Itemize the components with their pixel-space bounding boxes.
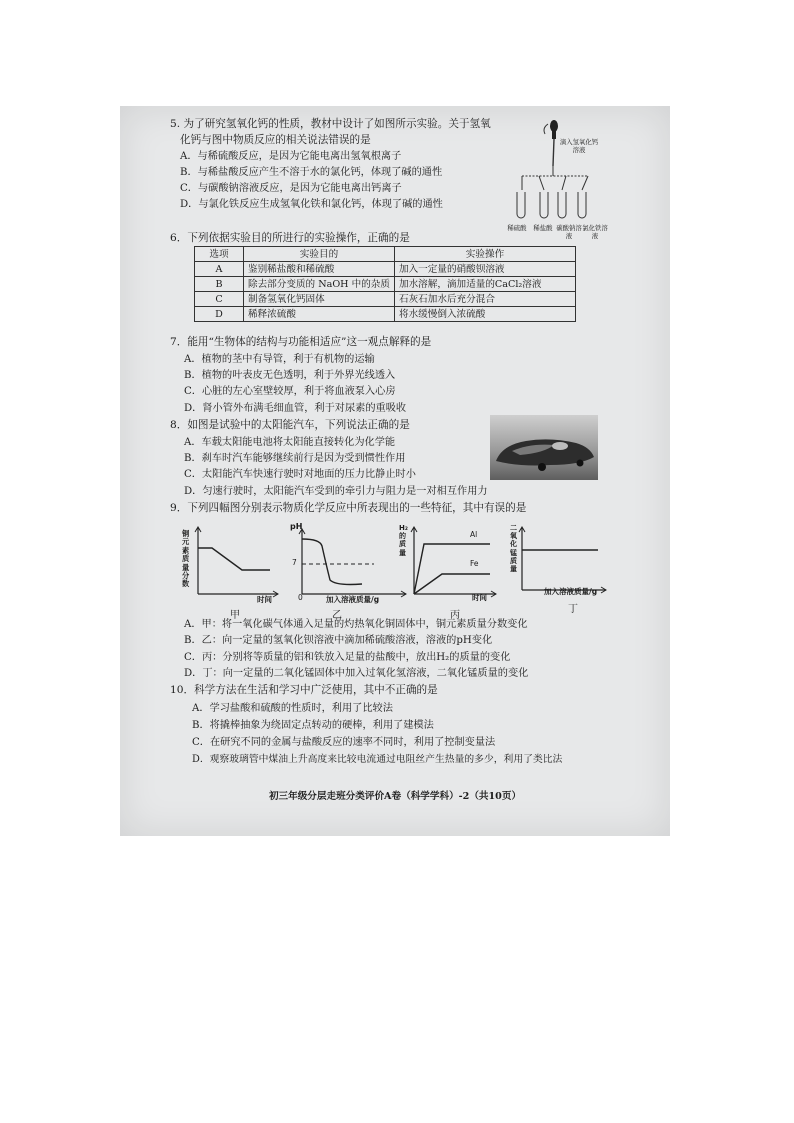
graph-bing-ylabel: H₂的质量 (399, 524, 408, 557)
q9-option-b: B．乙：向一定量的氢氧化钡溶液中滴加稀硫酸溶液，溶液的pH变化 (184, 635, 493, 646)
q9-option-a: A．甲：将一氧化碳气体通入足量的灼热氧化铜固体中，铜元素质量分数变化 (184, 619, 528, 630)
q10-option-d: D．观察玻璃管中煤油上升高度来比较电流通过电阻丝产生热量的多少，利用了类比法 (192, 754, 563, 765)
q5-option-d: D．与氯化铁反应生成氢氧化铁和氯化钙，体现了碱的通性 (180, 199, 443, 210)
graph-bing-al: Al (470, 530, 478, 539)
q10-option-b: B．将撬棒抽象为绕固定点转动的硬棒，利用了建模法 (192, 720, 434, 731)
q7-option-b: B．植物的叶表皮无色透明，利于外界光线透入 (184, 370, 396, 381)
q7-option-a: A．植物的茎中有导管，利于有机物的运输 (184, 354, 375, 365)
table-header-row (195, 247, 576, 262)
table-cell: 制备氢氧化钙固体 (244, 292, 395, 307)
graph-yi-ylabel: pH (290, 522, 303, 531)
table-header: 实验操作 (394, 247, 575, 262)
graph-ding-ylabel: 二氧化锰质量 (510, 524, 517, 574)
q7-stem: 7．能用“生物体的结构与功能相适应”这一观点解释的是 (170, 336, 432, 348)
table-row (195, 292, 576, 307)
graph-yi (290, 524, 410, 602)
q9-option-c: C．丙：分别将等质量的铝和铁放入足量的盐酸中，放出H₂的质量的变化 (184, 652, 511, 663)
graph-jia-name: 甲 (230, 610, 240, 621)
q5-stem: 5. 为了研究氢氧化钙的性质，教材中设计了如图所示实验。关于氢氧 (170, 118, 491, 130)
q7-option-c: C．心脏的左心室壁较厚，利于将血液泵入心房 (184, 386, 396, 397)
table-cell: 加入一定量的硝酸钡溶液 (394, 262, 575, 277)
table-row (195, 307, 576, 322)
q5-stem-cont: 化钙与图中物质反应的相关说法错误的是 (180, 134, 371, 146)
q8-option-a: A．车载太阳能电池将太阳能直接转化为化学能 (184, 437, 396, 448)
q10-stem: 10．科学方法在生活和学习中广泛使用，其中不正确的是 (170, 684, 438, 696)
q5-option-a: A．与稀硫酸反应，是因为它能电离出氢氧根离子 (180, 151, 402, 162)
table-cell: A (195, 262, 244, 277)
graph-jia-xlabel: 时间 (257, 595, 272, 604)
q10-option-c: C．在研究不同的金属与盐酸反应的速率不同时，利用了控制变量法 (192, 737, 496, 748)
graph-yi-origin: 0 (298, 593, 303, 602)
graph-bing-fe: Fe (470, 559, 479, 568)
graph-bing-name: 丙 (450, 610, 460, 621)
tube-label-3: 碳酸钠溶液 (556, 224, 582, 240)
q10-option-a: A．学习盐酸和硫酸的性质时，利用了比较法 (192, 703, 393, 714)
q8-option-b: B．刹车时汽车能够继续前行是因为受到惯性作用 (184, 453, 406, 464)
graph-bing (400, 524, 500, 602)
q6-stem: 6．下列依据实验目的所进行的实验操作，正确的是 (170, 232, 410, 244)
tube-label-1: 稀硫酸 (507, 224, 527, 232)
exam-page (120, 106, 670, 836)
solar-car-photo (490, 415, 598, 480)
page-footer: 初三年级分层走班分类评价A卷（科学学科）-2（共10页） (268, 791, 522, 802)
table-cell: 将水缓慢倒入浓硫酸 (394, 307, 575, 322)
table-cell: 石灰石加水后充分混合 (394, 292, 575, 307)
table-cell: 稀释浓硫酸 (244, 307, 395, 322)
table-cell: 鉴别稀盐酸和稀硫酸 (244, 262, 395, 277)
q6-table (194, 246, 576, 322)
q8-option-d: D．匀速行驶时，太阳能汽车受到的牵引力与阻力是一对相互作用力 (184, 486, 488, 497)
graph-bing-xlabel: 时间 (472, 593, 487, 602)
table-row (195, 262, 576, 277)
graph-jia-ylabel: 铜元素质量分数 (182, 529, 190, 589)
table-cell: D (195, 307, 244, 322)
q5-option-c: C．与碳酸钠溶液反应，是因为它能电离出钙离子 (180, 183, 402, 194)
table-cell: B (195, 277, 244, 292)
q5-option-b: B．与稀盐酸反应产生不溶于水的氯化钙，体现了碱的通性 (180, 167, 443, 178)
tube-label-2: 稀盐酸 (533, 224, 553, 232)
table-row (195, 277, 576, 292)
q9-stem: 9．下列四幅图分别表示物质化学反应中所表现出的一些特征，其中有误的是 (170, 502, 527, 514)
table-cell: C (195, 292, 244, 307)
table-header: 实验目的 (244, 247, 395, 262)
graph-ding-xlabel: 加入溶液质量/g (544, 587, 598, 596)
graph-yi-xlabel: 加入溶液质量/g (326, 595, 380, 604)
graph-jia (182, 524, 282, 602)
q8-stem: 8．如图是试验中的太阳能汽车，下列说法正确的是 (170, 419, 410, 431)
table-cell: 加水溶解，滴加适量的CaCl₂溶液 (394, 277, 575, 292)
table-header: 选项 (195, 247, 244, 262)
table-cell: 除去部分变质的 NaOH 中的杂质 (244, 277, 395, 292)
q9-option-d: D．丁：向一定量的二氧化锰固体中加入过氧化氢溶液，二氧化锰质量的变化 (184, 668, 529, 679)
q7-option-d: D．肾小管外布满毛细血管，利于对尿素的重吸收 (184, 403, 407, 414)
test-tube-icons (517, 176, 588, 218)
dropper-label: 滴入氢氧化钙溶液 (559, 138, 599, 154)
graph-yi-tick7: 7 (292, 558, 297, 567)
q5-test-tube-figure (500, 114, 610, 232)
graph-ding-name: 丁 (568, 604, 578, 615)
q8-option-c: C．太阳能汽车快速行驶时对地面的压力比静止时小 (184, 469, 416, 480)
dropper-icon (544, 120, 558, 166)
tube-label-4: 氯化铁溶液 (582, 224, 608, 240)
graph-yi-name: 乙 (332, 610, 342, 621)
